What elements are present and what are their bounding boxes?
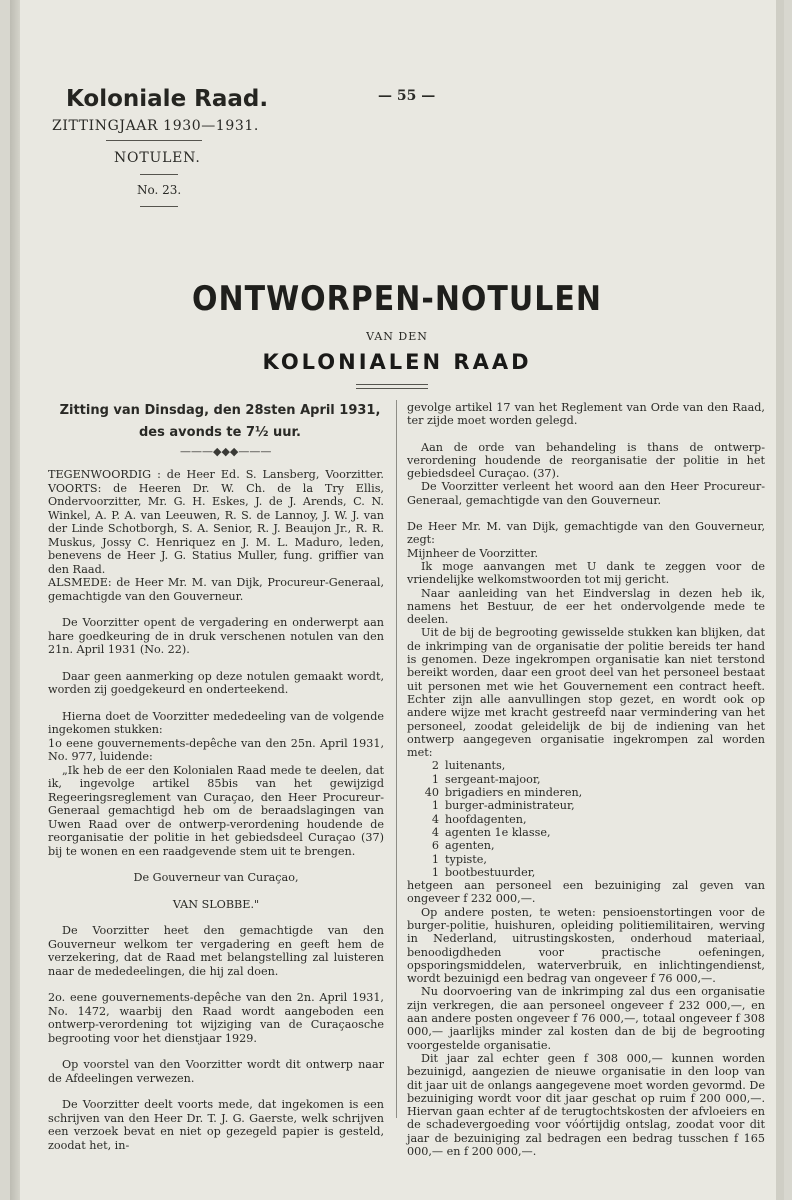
page-number: — 55 — <box>378 88 436 104</box>
header-rule-1 <box>106 140 202 141</box>
list-item: 4 agenten 1e klasse, <box>431 825 551 839</box>
title-connector: VAN DEN <box>366 330 428 343</box>
letter-closing: De Gouverneur van Curaçao, <box>133 871 299 884</box>
list-item: 1 typiste, <box>431 852 487 866</box>
item-2-paragraph: 2o. eene gouvernements-depêche van den 2n. April 1931, No. 1472, waarbij den Raad wordt aangeboden een ontwerp-verordening tot wijziging van de Curaçaosche begrooting voor het dienstjaar 1929. <box>48 991 384 1045</box>
report-paragraph: Naar aanleiding van het Eindverslag in dezen heb ik, namens het Bestuur, de eer het ondervolgende mede te deelen. <box>407 586 765 627</box>
page-binding-shadow <box>10 0 20 1200</box>
floor-paragraph: De Voorzitter verleent het woord aan den Heer Procureur-Generaal, gemachtigde van den Gouverneur. <box>407 480 765 507</box>
list-item: 1 bootbestuurder, <box>431 865 536 879</box>
list-item: 1 sergeant-majoor, <box>431 772 541 786</box>
personnel-list <box>407 759 765 879</box>
masthead: Koloniale Raad. <box>66 86 269 112</box>
header-rule-3 <box>140 206 178 207</box>
welcome-paragraph: De Voorzitter heet den gemachtigde van den Gouverneur welkom ter vergadering en geeft hem de verzekering, dat de Raad met belangstelling zal luisteren naar de mededeelingen, die hij zal doen. <box>48 924 384 978</box>
title-double-rule <box>356 384 428 389</box>
list-item: 1 burger-administrateur, <box>431 799 575 813</box>
also-present-paragraph: ALSMEDE: de Heer Mr. M. van Dijk, Procureur-Generaal, gemachtigde van den Gouverneur. <box>48 576 384 603</box>
attendance-paragraph: TEGENWOORDIG : de Heer Ed. S. Lansberg, Voorzitter. VOORTS: de Heeren Dr. W. Ch. de la Try Ellis, Ondervoorzitter, Mr. G. H. Eskes, J. de J. Arends, C. N. Winkel, A. P. A. van Leeuwen, R. S. de Lannoy, J. W. J. van der Linde Schotborgh, S. A. Senior, R. J. Beaujon Jr., R. R. Muskus, Jossy C. Henriquez en J. M. L. Maduro, leden, benevens de Heer J. G. Statius Muller, fung. griffier van den Raad. <box>48 468 384 576</box>
thanks-paragraph: Ik moge aanvangen met U dank te zeggen voor de vriendelijke welkomstwoorden tot mij gericht. <box>407 559 765 587</box>
agenda-paragraph: Aan de orde van behandeling is thans de ontwerp-verordening houdende de reorganisatie der politie in het gebiedsdeel Curaçao. (37). <box>407 440 765 481</box>
reduction-paragraph: Uit de bij de begrooting gewisselde stukken kan blijken, dat de inkrimping van de organisatie der politie bereids ter hand is genomen. Deze ingekrompen organisatie kan niet terstond bereikt worden, daar een groot deel van het personeel bestaat uit personen met wie het Gouvernement een contract heeft. Echter zijn alle aanvullingen stop gezet, en wordt ook op andere wijze met kracht gestreefd naar vermindering van het personeel, zoodat geleidelijk de bij de indiening van het ontwerp aangegeven organisatie ingekrompen zal worden met: <box>407 626 765 760</box>
this-year-paragraph: Dit jaar zal echter geen f 308 000,— kunnen worden bezuinigd, aangezien de nieuwe organisatie in den loop van dit jaar uit de onlangs aangegevene moet worden gevormd. De bezuiniging wordt voor dit jaar geschat op ruim f 200 000,—. Hiervan gaan echter af de terugtochtskosten der afvloeiers en de schadevergoeding voor vóórtijdig ontslag, zoodat voor dit jaar de bezuiniging zal bedragen een bedrag tusschen f 165 000,— en f 200 000,—. <box>407 1051 765 1159</box>
referral-paragraph: Op voorstel van den Voorzitter wordt dit ontwerp naar de Afdeelingen verwezen. <box>48 1058 384 1085</box>
other-posts-paragraph: Op andere posten, te weten: pensioenstortingen voor de burger-politie, huishuren, opleiding politiemilitairen, werving in Nederland, uitrustingskosten, onderhoud materiaal, benoodigdheden voor practische oefeningen, opsporingsmiddelen, waterverbruik, en inlichtingendienst, wordt bezuinigd een bedrag van ongeveer f 76 000,—. <box>407 905 765 986</box>
page-right-edge <box>776 0 784 1200</box>
continuation-paragraph: gevolge artikel 17 van het Reglement van Orde van den Raad, ter zijde moet worden gelegd. <box>407 401 765 428</box>
item-1-paragraph: 1o eene gouvernements-depêche van den 25n. April 1931, No. 977, luidende: <box>48 736 384 763</box>
letter-notice-paragraph: De Voorzitter deelt voorts mede, dat ingekomen is een schrijven van den Heer Dr. T. J. G. Gaerste, welk schrijven een verzoek bevat en niet op gezegeld papier is gesteld, zoodat het, in- <box>48 1098 384 1152</box>
list-item: 4 hoofdagenten, <box>431 812 527 826</box>
speaker-intro: De Heer Mr. M. van Dijk, gemachtigde van den Gouverneur, zegt: <box>407 520 765 547</box>
document-title: ONTWORPEN-NOTULEN <box>192 279 602 320</box>
column-divider <box>396 400 397 1118</box>
session-dateline: Zitting van Dinsdag, den 28sten April 1931, <box>59 403 381 418</box>
document-page <box>10 0 784 1200</box>
list-item: 40 brigadiers en minderen, <box>424 786 583 800</box>
organisation-title: KOLONIALEN RAAD <box>262 350 532 374</box>
opening-paragraph: De Voorzitter opent de vergadering en onderwerpt aan hare goedkeuring de in druk verschenen notulen van den 21n. April 1931 (No. 22). <box>48 616 384 656</box>
list-item: 2 luitenants, <box>431 759 506 773</box>
issue-number: No. 23. <box>137 183 182 197</box>
letter-signature: VAN SLOBBE." <box>172 897 260 911</box>
total-savings-paragraph: Nu doorvoering van de inkrimping zal dus een organisatie zijn verkregen, die aan personeel ongeveer f 232 000,—, en aan andere posten ongeveer f 76 000,—, totaal ongeveer f 308 000,— jaarlijks minder zal kosten dan de bij de begrooting voorgestelde organisatie. <box>407 985 765 1052</box>
list-item: 6 agenten, <box>431 839 495 853</box>
incoming-paragraph: Hierna doet de Voorzitter mededeeling van de volgende ingekomen stukken: <box>48 709 384 736</box>
quoted-letter: „Ik heb de eer den Kolonialen Raad mede te deelen, dat ik, ingevolge artikel 85bis van het gewijzigd Regeeringsreglement van Curaçao, den Heer Procureur-Generaal gemachtigd heb om de beraadslagingen van Uwen Raad over de ontwerp-verordening houdende de reorganisatie der politie in het gebiedsdeel Curaçao (37) bij te wonen en een raadgevende stem uit te brengen. <box>48 763 384 858</box>
section-label: NOTULEN. <box>114 150 201 166</box>
left-column <box>48 468 384 1152</box>
personnel-savings: hetgeen aan personeel een bezuiniging zal geven van ongeveer f 232 000,—. <box>407 879 765 906</box>
salutation: Mijnheer de Voorzitter. <box>407 546 539 560</box>
header-rule-2 <box>140 174 178 175</box>
session-year: ZITTINGJAAR 1930—1931. <box>52 118 259 134</box>
approval-paragraph: Daar geen aanmerking op deze notulen gemaakt wordt, worden zij goedgekeurd en onderteekend. <box>48 669 384 696</box>
right-column <box>407 401 765 1158</box>
session-time: des avonds te 7½ uur. <box>139 425 301 440</box>
ornament-divider: ———◆◆◆——— <box>180 445 272 458</box>
